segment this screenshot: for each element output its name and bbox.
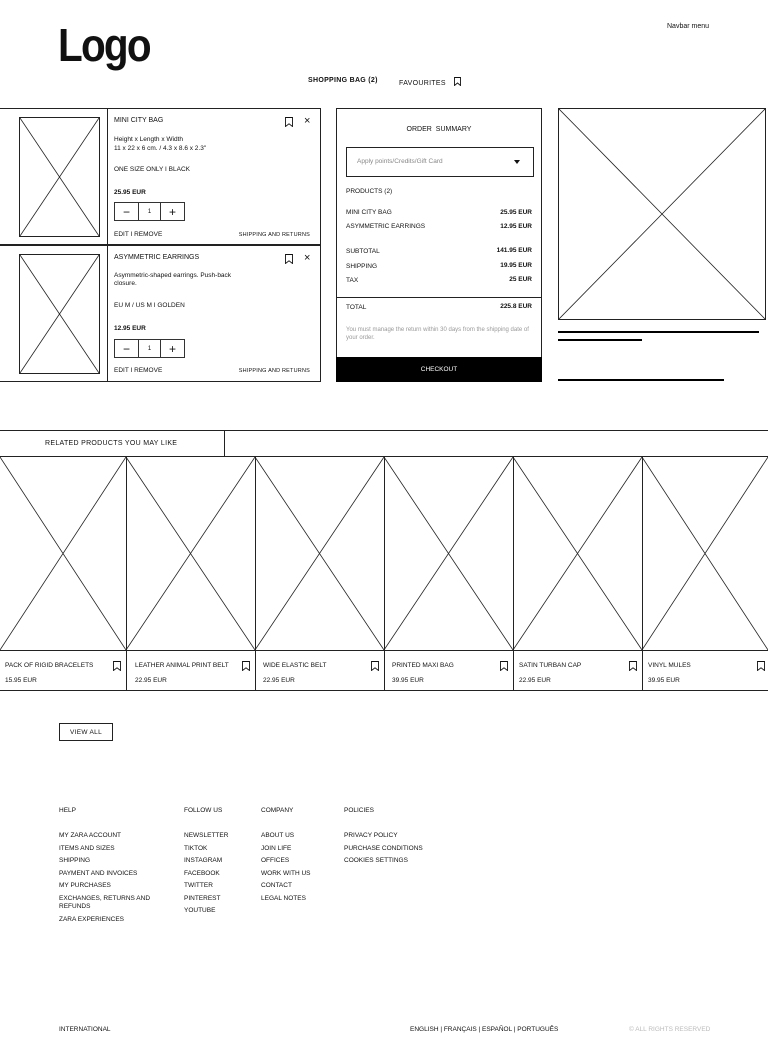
footer-column-help <box>59 807 169 926</box>
minus-button[interactable]: − <box>122 341 130 356</box>
language-links[interactable]: ENGLISH | FRANÇAIS | ESPAÑOL | PORTUGUÊS <box>410 1026 559 1033</box>
plus-button[interactable]: + <box>169 204 177 219</box>
footer-link[interactable]: YOUTUBE <box>184 907 216 914</box>
product-name: SATIN TURBAN CAP <box>519 662 582 669</box>
close-icon[interactable]: × <box>304 115 311 127</box>
product-name: WIDE ELASTIC BELT <box>263 662 327 669</box>
footer-link[interactable]: WORK WITH US <box>261 869 311 877</box>
promo-placeholder: Apply points/Credits/Gift Card <box>357 158 443 165</box>
product-card[interactable] <box>513 457 642 691</box>
cart-item <box>0 108 321 245</box>
product-image-placeholder <box>513 457 642 650</box>
quantity-stepper <box>114 202 185 221</box>
products-count: PRODUCTS (2) <box>346 188 393 195</box>
total-row: TOTAL 225.8 EUR <box>346 303 532 311</box>
footer-heading: HELP <box>59 807 76 814</box>
close-icon[interactable]: × <box>304 252 311 264</box>
text-placeholder-bar <box>558 379 724 381</box>
footer-link[interactable]: PAYMENT AND INVOICES <box>59 869 138 877</box>
footer-heading: POLICIES <box>344 807 374 814</box>
product-image-placeholder <box>126 457 255 650</box>
related-header <box>0 430 768 457</box>
bookmark-icon[interactable] <box>242 661 250 671</box>
footer-link[interactable]: TIKTOK <box>184 844 208 852</box>
product-price: 15.95 EUR <box>5 677 37 684</box>
footer-link[interactable]: SHIPPING <box>59 857 91 864</box>
product-name: VINYL MULES <box>648 662 691 669</box>
product-price: 22.95 EUR <box>519 677 551 684</box>
tax-row: TAX 25 EUR <box>346 276 532 284</box>
promo-select[interactable] <box>346 147 534 177</box>
bookmark-icon[interactable] <box>500 661 508 671</box>
footer-link[interactable]: ITEMS AND SIZES <box>59 844 115 852</box>
product-image-placeholder <box>0 457 126 650</box>
bookmark-icon[interactable] <box>113 661 121 671</box>
product-price: 39.95 EUR <box>392 677 424 684</box>
product-card[interactable] <box>642 457 768 691</box>
footer-link[interactable]: COOKIES SETTINGS <box>344 857 408 864</box>
copyright: © ALL RIGHTS RESERVED <box>629 1026 711 1033</box>
cart-item <box>0 245 321 382</box>
text-placeholder-bar <box>558 331 759 333</box>
footer-link[interactable]: PRIVACY POLICY <box>344 832 398 839</box>
text-placeholder-bar <box>558 339 642 341</box>
item-variant: ONE SIZE ONLY I BLACK <box>114 166 190 173</box>
bookmark-icon[interactable] <box>757 661 765 671</box>
bookmark-icon[interactable] <box>371 661 379 671</box>
product-card[interactable] <box>255 457 384 691</box>
item-price: 25.95 EUR <box>114 189 146 196</box>
item-dimensions: 11 x 22 x 6 cm. / 4.3 x 8.6 x 2.3" <box>114 145 207 152</box>
footer-link[interactable]: MY ZARA ACCOUNT <box>59 832 122 839</box>
order-summary-title: ORDER SUMMARY <box>406 126 472 133</box>
footer-column-policies <box>344 807 423 868</box>
item-description-cont: closure. <box>114 280 137 287</box>
item-name: ASYMMETRIC EARRINGS <box>114 254 200 261</box>
item-name: MINI CITY BAG <box>114 117 164 124</box>
footer-heading: FOLLOW US <box>184 807 223 814</box>
footer-link[interactable]: FACEBOOK <box>184 869 220 877</box>
product-image-placeholder <box>19 254 100 374</box>
product-card[interactable] <box>126 457 255 691</box>
shipping-returns-link[interactable]: SHIPPING AND RETURNS <box>238 232 310 238</box>
footer-link[interactable]: PINTEREST <box>184 894 221 902</box>
caret-down-icon <box>514 160 520 164</box>
product-image-placeholder <box>255 457 384 650</box>
tab-shopping-bag[interactable]: SHOPPING BAG (2) <box>308 77 378 84</box>
bookmark-icon <box>454 77 461 86</box>
product-image-placeholder <box>642 457 768 650</box>
item-price: 12.95 EUR <box>114 325 146 332</box>
tab-favourites[interactable] <box>399 77 461 87</box>
checkout-button[interactable]: CHECKOUT <box>336 357 542 382</box>
edit-remove-link[interactable]: EDIT I REMOVE <box>114 231 163 238</box>
bookmark-icon[interactable] <box>285 117 293 127</box>
footer-heading: COMPANY <box>261 807 294 814</box>
product-price: 39.95 EUR <box>648 677 680 684</box>
product-image-placeholder <box>384 457 513 650</box>
footer-link[interactable]: EXCHANGES, RETURNS AND REFUNDS <box>59 894 151 910</box>
tab-favourites-label: FAVOURITES <box>399 80 446 87</box>
footer-link[interactable]: ABOUT US <box>261 832 295 839</box>
order-summary <box>336 108 542 382</box>
product-name: PACK OF RIGID BRACELETS <box>5 662 94 669</box>
product-price: 22.95 EUR <box>263 677 295 684</box>
footer-link[interactable]: OFFICES <box>261 857 290 864</box>
product-card[interactable] <box>0 457 126 691</box>
product-card[interactable] <box>384 457 513 691</box>
summary-line: MINI CITY BAG 25.95 EUR <box>346 209 532 216</box>
bookmark-icon[interactable] <box>629 661 637 671</box>
shipping-returns-link[interactable]: SHIPPING AND RETURNS <box>238 368 310 374</box>
footer-link[interactable]: ZARA EXPERIENCES <box>59 915 125 923</box>
quantity-value[interactable]: 1 <box>138 203 161 220</box>
footer-link[interactable]: LEGAL NOTES <box>261 894 306 902</box>
minus-button[interactable]: − <box>122 204 130 219</box>
item-dimensions-label: Height x Length x Width <box>114 136 184 143</box>
shipping-row: SHIPPING 19.95 EUR <box>346 262 532 270</box>
quantity-stepper <box>114 339 185 358</box>
footer-column-company <box>261 807 310 905</box>
footer-link[interactable]: JOIN LIFE <box>261 844 292 852</box>
logo[interactable]: Logo <box>58 19 150 71</box>
related-products-grid <box>0 457 768 691</box>
summary-line: ASYMMETRIC EARRINGS 12.95 EUR <box>346 223 532 230</box>
navbar-menu[interactable]: Navbar menu <box>667 23 710 30</box>
edit-remove-link[interactable]: EDIT I REMOVE <box>114 367 163 374</box>
view-all-button[interactable]: VIEW ALL <box>59 723 113 741</box>
promo-image-placeholder <box>558 108 766 320</box>
quantity-value[interactable]: 1 <box>138 340 161 357</box>
footer-link[interactable]: CONTACT <box>261 882 292 889</box>
international-link[interactable]: INTERNATIONAL <box>59 1026 111 1033</box>
product-price: 22.95 EUR <box>135 677 167 684</box>
item-description: Asymmetric-shaped earrings. Push-back <box>114 272 232 279</box>
bookmark-icon[interactable] <box>285 254 293 264</box>
plus-button[interactable]: + <box>169 341 177 356</box>
footer-link[interactable]: MY PURCHASES <box>59 882 111 889</box>
footer-column-follow <box>184 807 228 918</box>
footer-link[interactable]: NEWSLETTER <box>184 832 229 839</box>
subtotal-row: SUBTOTAL 141.95 EUR <box>346 247 532 255</box>
related-title: RELATED PRODUCTS YOU MAY LIKE <box>45 440 178 447</box>
product-image-placeholder <box>19 117 100 237</box>
return-note: You must manage the return within 30 days from the shipping date of your order. <box>346 327 529 341</box>
item-variant: EU M / US M I GOLDEN <box>114 302 185 309</box>
footer-link[interactable]: INSTAGRAM <box>184 857 223 864</box>
product-name: PRINTED MAXI BAG <box>392 662 454 669</box>
footer-link[interactable]: PURCHASE CONDITIONS <box>344 844 423 852</box>
product-name: LEATHER ANIMAL PRINT BELT <box>135 662 229 669</box>
footer-link[interactable]: TWITTER <box>184 882 213 889</box>
